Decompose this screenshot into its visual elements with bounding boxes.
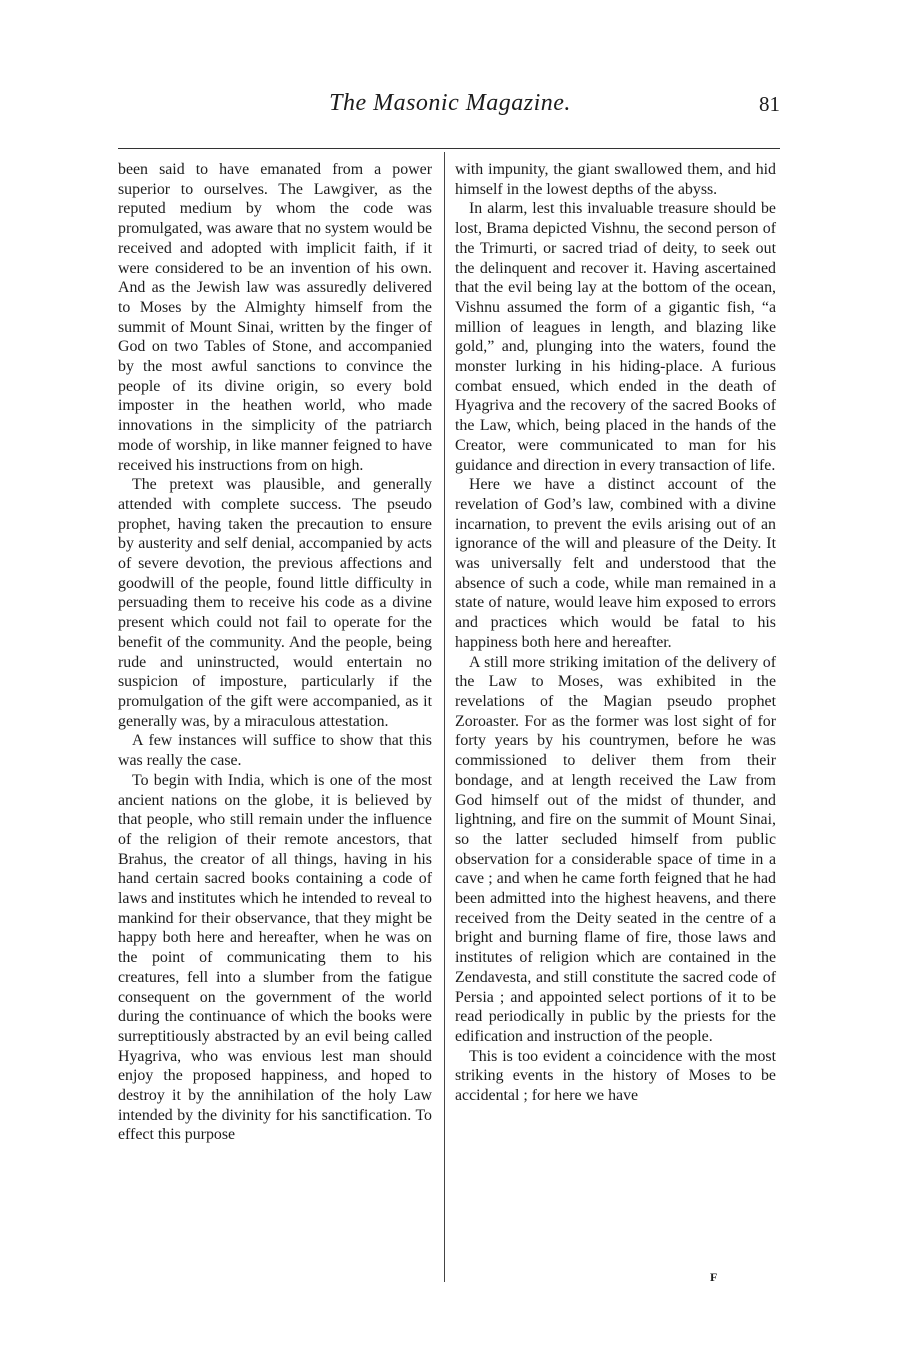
page-number: 81: [759, 92, 780, 116]
left-paragraph-1: been said to have emanated from a power superior to ourselves. The Lawgiver, as the reputed medium by whom the code was promulgated, was aware that no system would be received and adopted with implicit faith, if it were considered to be an invention of his own. And as the Jewish law was assuredly delivered to Moses by the Almighty himself from the summit of Mount Sinai, written by the finger of God on two Tables of Stone, and accompanied by the most awful sanctions to convince the people of its divine origin, so every bold imposter in the heathen world, who made innovations in the simplicity of the patriarch mode of worship, in like manner feigned to have received his instructions from on high.: [118, 161, 432, 474]
header-rule: [118, 148, 780, 149]
right-paragraph-4: A still more striking imitation of the delivery of the Law to Moses, was exhibited in the revelations of the Magian pseudo prophet Zoroaster. For as the former was lost sight of for forty years by his countrymen, before he was commissioned to deliver them from their bondage, and at length received the Law from God himself out of the midst of thunder, and lightning, and fire on the summit of Mount Sinai, so the latter secluded himself from public observation for a considerable space of time in a cave ; and when he came forth feigned that he had been admitted into the highest heavens, and there received from the Deity seated in the centre of a bright and burning flame of fire, those laws and institutes of religion which are contained in the Zendavesta, and still constitute the sacred code of Persia ; and appointed select portions of it to be read periodically in public by the priests for the edification and instruction of the people.: [455, 653, 776, 1045]
right-paragraph-1: with impunity, the giant swallowed them, and hid himself in the lowest depths of the abyss.: [455, 161, 776, 198]
left-paragraph-2: The pretext was plausible, and generally attended with complete success. The pseudo prophet, having taken the precaution to ensure by austerity and self denial, accompanied by acts of severe devotion, the previous affections and goodwill of the people, found little difficulty in persuading them to receive his code as a divine present which could not fail to operate for the benefit of the community. And the people, being rude and uninstructed, would entertain no suspicion of imposture, particularly if the promulgation of the gift were accompanied, as it generally was, by a miraculous attestation.: [118, 476, 432, 730]
right-paragraph-5: This is too evident a coincidence with the most striking events in the history of Moses to be accidental ; for here we have: [455, 1047, 776, 1105]
left-column: [118, 160, 432, 1145]
right-column: [455, 160, 776, 1106]
right-paragraph-2: In alarm, lest this invaluable treasure should be lost, Brama depicted Vishnu, the second person of the Trimurti, or sacred triad of deity, to seek out the delinquent and recover it. Having ascertained that the evil being lay at the bottom of the ocean, Vishnu assumed the form of a gigantic fish, “a million of leagues in length, and blazing like gold,” and, plunging into the waters, found the monster lurking in his hiding-place. A furious combat ensued, which ended in the death of Hyagriva and the recovery of the sacred Books of the Law, which, being placed in the hands of the Creator, were communicated to man for his guidance and direction in every transaction of life.: [455, 200, 776, 474]
left-paragraph-4: To begin with India, which is one of the most ancient nations on the globe, it is believed by that people, who still remain under the influence of the religion of their remote ancestors, that Brahus, the creator of all things, having in his hand certain sacred books containing a code of laws and institutes which he intended to reveal to mankind for their observance, that they might be happy both here and hereafter, when he was on the point of communicating them to his creatures, fell into a slumber from the fatigue consequent on the government of the world during the continuance of which the books were surreptitiously abstracted by an evil being called Hyagriva, who was envious lest man should enjoy the proposed happiness, and hoped to destroy it by the annihilation of the holy Law intended by the divinity for his sanctification. To effect this purpose: [118, 771, 432, 1144]
right-paragraph-3: Here we have a distinct account of the revelation of God’s law, combined with a divine incarnation, to prevent the evils arising out of an ignorance of the will and pleasure of the Deity. It was universally felt and understood that the absence of such a code, while man remained in a state of nature, would leave him exposed to errors and practices which would be fatal to his happiness both here and hereafter.: [455, 476, 776, 651]
column-divider: [444, 152, 445, 1282]
left-paragraph-3: A few instances will suffice to show that this was really the case.: [118, 732, 432, 770]
signature-mark: F: [710, 1270, 718, 1284]
running-head: [120, 90, 780, 122]
page-title: The Masonic Magazine.: [329, 90, 571, 116]
